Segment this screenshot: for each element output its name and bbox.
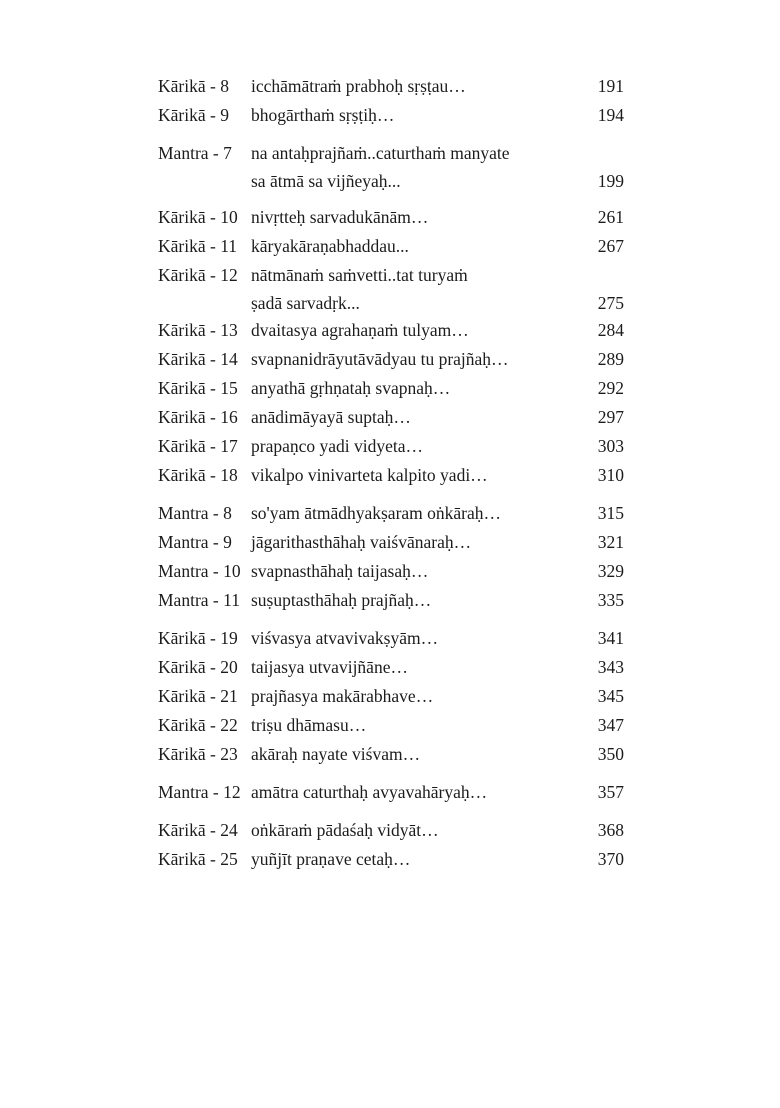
entry-title: nātmānaṁ saṁvetti..tat turyaṁ <box>251 265 468 285</box>
toc-group <box>158 72 624 130</box>
entry-title: na antaḥprajñaṁ..caturthaṁ manyate <box>251 143 510 163</box>
entry-label: Kārikā - 25 <box>158 849 238 869</box>
toc-entry <box>158 586 624 615</box>
entry-page-number: 289 <box>597 349 624 369</box>
entry-title: jāgarithasthāhaḥ vaiśvānaraḥ… <box>251 532 472 552</box>
toc-entry <box>158 101 624 130</box>
entry-page-number: 370 <box>597 849 624 869</box>
entry-label: Mantra - 12 <box>158 782 241 802</box>
toc-entry <box>158 653 624 682</box>
entry-label: Kārikā - 8 <box>158 76 229 96</box>
entry-title: suṣuptasthāhaḥ prajñaḥ… <box>251 590 432 610</box>
toc-entry <box>158 139 624 194</box>
toc-group <box>158 139 624 194</box>
toc-entry-line <box>158 624 624 653</box>
entry-page-number: 345 <box>597 686 624 706</box>
toc-entry <box>158 740 624 769</box>
entry-label: Mantra - 8 <box>158 503 232 523</box>
table-of-contents <box>158 72 624 883</box>
entry-title: oṅkāraṁ pādaśaḥ vidyāt… <box>251 820 439 840</box>
entry-title: icchāmātraṁ prabhoḥ sṛṣṭau… <box>251 76 466 96</box>
entry-label: Kārikā - 11 <box>158 236 238 256</box>
toc-entry <box>158 528 624 557</box>
toc-entry-line <box>158 816 624 845</box>
toc-entry <box>158 816 624 845</box>
toc-entry <box>158 72 624 101</box>
entry-title: so'yam ātmādhyakṣaram oṅkāraḥ… <box>251 503 502 523</box>
entry-page-number: 267 <box>597 236 624 256</box>
toc-entry-line <box>158 461 624 490</box>
entry-page-number: 368 <box>597 820 624 840</box>
entry-page-number: 350 <box>597 744 624 764</box>
entry-page-number: 292 <box>597 378 624 398</box>
toc-entry-line <box>158 168 624 194</box>
entry-title: dvaitasya agrahaṇaṁ tulyam… <box>251 320 469 340</box>
toc-entry-line <box>158 499 624 528</box>
toc-entry <box>158 316 624 345</box>
toc-entry <box>158 499 624 528</box>
entry-title: anādimāyayā suptaḥ… <box>251 407 411 427</box>
toc-entry <box>158 624 624 653</box>
entry-page-number: 315 <box>597 503 624 523</box>
toc-entry-line <box>158 374 624 403</box>
entry-label: Kārikā - 10 <box>158 207 238 227</box>
entry-label: Kārikā - 19 <box>158 628 238 648</box>
toc-group <box>158 203 624 490</box>
entry-label: Kārikā - 18 <box>158 465 238 485</box>
toc-entry-line <box>158 682 624 711</box>
toc-entry-line <box>158 528 624 557</box>
entry-title: vikalpo vinivarteta kalpito yadi… <box>251 465 488 485</box>
entry-page-number: 199 <box>597 171 624 191</box>
toc-entry-line <box>158 845 624 874</box>
entry-label: Kārikā - 15 <box>158 378 238 398</box>
entry-title: amātra caturthaḥ avyavahāryaḥ… <box>251 782 488 802</box>
toc-entry-line <box>158 557 624 586</box>
entry-page-number: 310 <box>597 465 624 485</box>
entry-label: Mantra - 10 <box>158 561 241 581</box>
toc-entry <box>158 232 624 261</box>
toc-entry-line <box>158 586 624 615</box>
toc-entry-line <box>158 261 624 290</box>
entry-label: Kārikā - 23 <box>158 744 238 764</box>
entry-title: yuñjīt praṇave cetaḥ… <box>251 849 411 869</box>
toc-entry <box>158 711 624 740</box>
toc-entry-line <box>158 403 624 432</box>
toc-group <box>158 778 624 807</box>
toc-entry-line <box>158 232 624 261</box>
entry-page-number: 347 <box>597 715 624 735</box>
entry-label: Kārikā - 12 <box>158 265 238 285</box>
entry-page-number: 297 <box>597 407 624 427</box>
entry-title: bhogārthaṁ sṛṣṭiḥ… <box>251 105 395 125</box>
entry-label: Kārikā - 13 <box>158 320 238 340</box>
entry-title: svapnasthāhaḥ taijasaḥ… <box>251 561 429 581</box>
entry-page-number: 343 <box>597 657 624 677</box>
entry-label: Kārikā - 20 <box>158 657 238 677</box>
toc-entry-line <box>158 290 624 316</box>
toc-entry-line <box>158 740 624 769</box>
entry-page-number: 357 <box>597 782 624 802</box>
toc-entry <box>158 778 624 807</box>
entry-page-number: 261 <box>597 207 624 227</box>
entry-label: Mantra - 7 <box>158 143 232 163</box>
entry-page-number: 191 <box>597 76 624 96</box>
entry-title: nivṛtteḥ sarvadukānām… <box>251 207 429 227</box>
entry-label: Mantra - 9 <box>158 532 232 552</box>
entry-title: anyathā gṛhṇataḥ svapnaḥ… <box>251 378 451 398</box>
entry-label: Kārikā - 22 <box>158 715 238 735</box>
toc-entry <box>158 461 624 490</box>
toc-entry <box>158 432 624 461</box>
entry-title: taijasya utvavijñāne… <box>251 657 408 677</box>
toc-entry <box>158 203 624 232</box>
entry-title: akāraḥ nayate viśvam… <box>251 744 421 764</box>
entry-title: prapaṇco yadi vidyeta… <box>251 436 424 456</box>
toc-entry-line <box>158 316 624 345</box>
toc-entry-line <box>158 778 624 807</box>
toc-entry <box>158 345 624 374</box>
toc-entry <box>158 374 624 403</box>
entry-page-number: 284 <box>597 320 624 340</box>
entry-label: Kārikā - 9 <box>158 105 229 125</box>
entry-title: prajñasya makārabhave… <box>251 686 434 706</box>
entry-page-number: 194 <box>597 105 624 125</box>
toc-entry-line <box>158 653 624 682</box>
toc-entry-line <box>158 711 624 740</box>
entry-title: ṣadā sarvadṛk... <box>251 293 360 313</box>
entry-title: svapnanidrāyutāvādyau tu prajñaḥ… <box>251 349 509 369</box>
entry-page-number: 335 <box>597 590 624 610</box>
entry-title: kāryakāraṇabhaddau... <box>251 236 409 256</box>
entry-label: Kārikā - 21 <box>158 686 238 706</box>
entry-title: viśvasya atvavivakṣyām… <box>251 628 439 648</box>
entry-label: Kārikā - 14 <box>158 349 238 369</box>
entry-page-number: 321 <box>597 532 624 552</box>
entry-label: Mantra - 11 <box>158 590 240 610</box>
entry-page-number: 329 <box>597 561 624 581</box>
toc-entry-line <box>158 432 624 461</box>
entry-page-number: 341 <box>597 628 624 648</box>
toc-group <box>158 624 624 769</box>
entry-title: sa ātmā sa vijñeyaḥ... <box>251 171 401 191</box>
toc-entry-line <box>158 203 624 232</box>
entry-page-number: 303 <box>597 436 624 456</box>
entry-label: Kārikā - 17 <box>158 436 238 456</box>
toc-entry <box>158 557 624 586</box>
toc-entry <box>158 845 624 874</box>
toc-entry-line <box>158 345 624 374</box>
entry-label: Kārikā - 16 <box>158 407 238 427</box>
toc-entry-line <box>158 139 624 168</box>
toc-entry <box>158 261 624 316</box>
entry-page-number: 275 <box>597 293 624 313</box>
toc-entry-line <box>158 72 624 101</box>
toc-group <box>158 499 624 615</box>
toc-entry <box>158 403 624 432</box>
toc-group <box>158 816 624 874</box>
entry-title: triṣu dhāmasu… <box>251 715 367 735</box>
entry-label: Kārikā - 24 <box>158 820 238 840</box>
toc-entry-line <box>158 101 624 130</box>
toc-entry <box>158 682 624 711</box>
